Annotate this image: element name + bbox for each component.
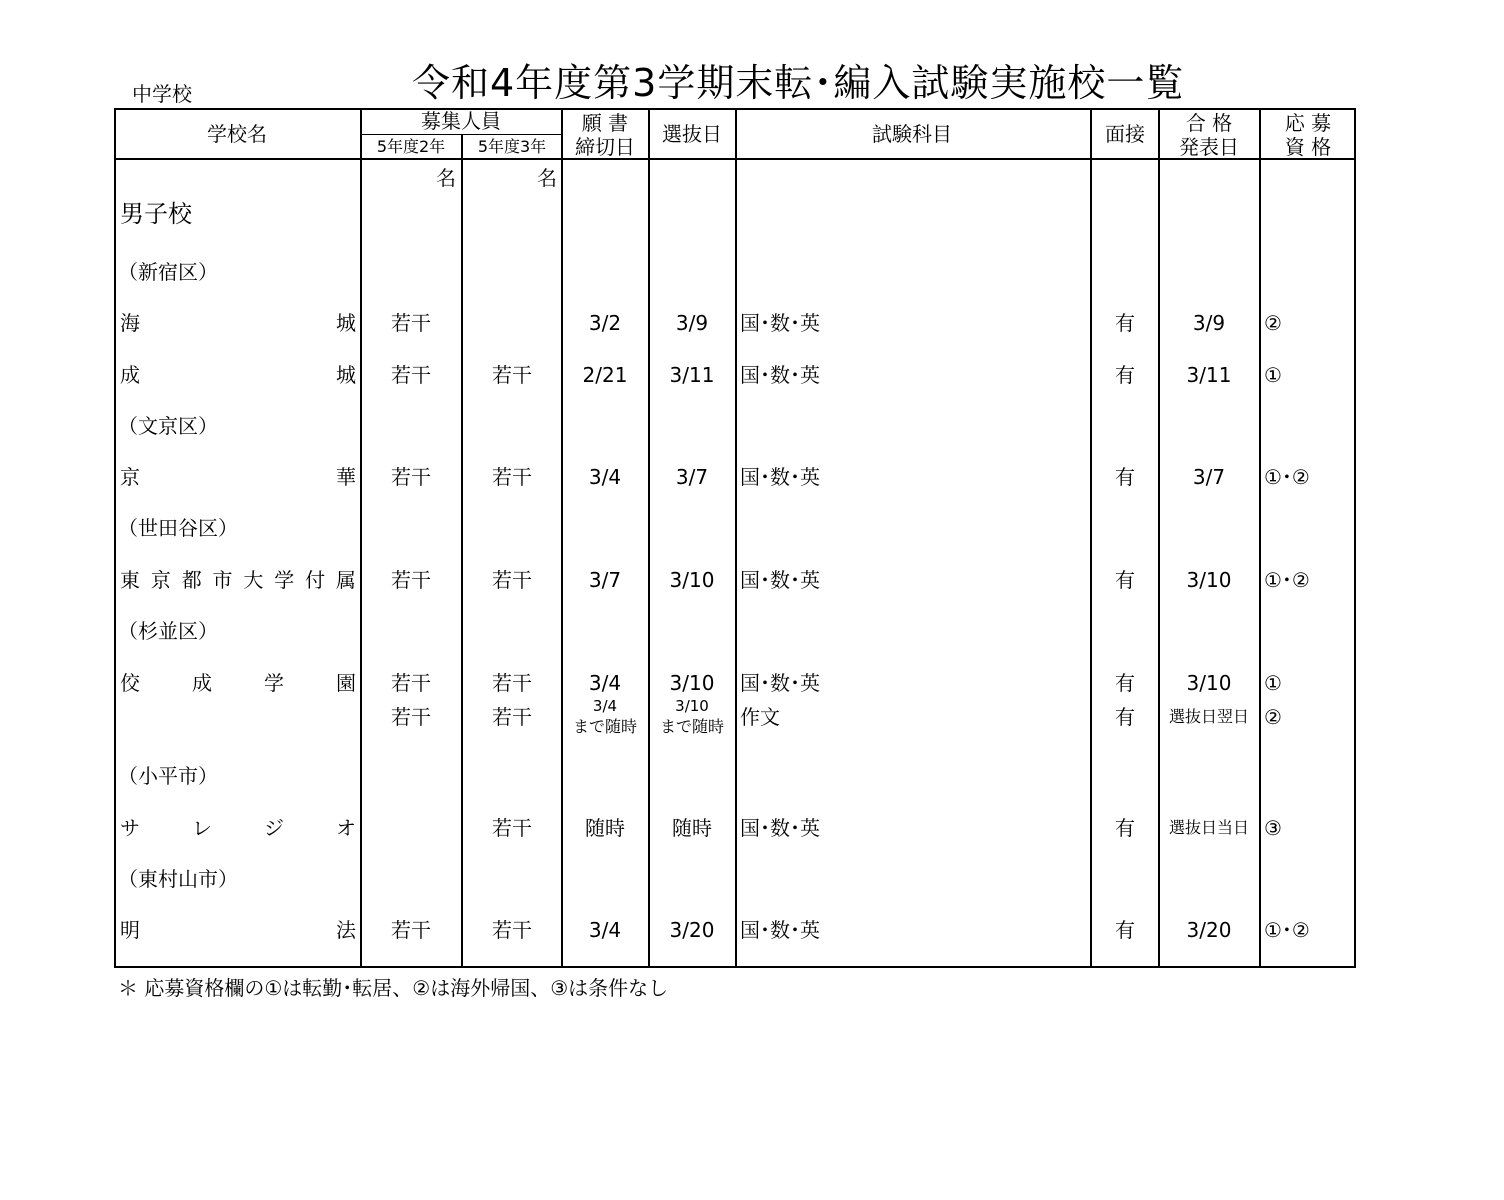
table-cell-grade2: 若干 [391, 568, 431, 592]
col-divider [1158, 108, 1160, 968]
table-cell-announce: 3/7 [1192, 465, 1226, 489]
header-subjects: 試験科目 [872, 122, 952, 146]
table-cell-deadline: 2/21 [582, 363, 628, 387]
table-cell-qualification: ① [1264, 671, 1282, 695]
table-cell-deadline: 3/4 [592, 697, 618, 715]
table-row-school-name [120, 467, 356, 487]
ward-label: （世田谷区） [118, 516, 238, 540]
unit-label: 名 [436, 166, 456, 190]
category-label: 男子校 [120, 200, 192, 228]
name-char: 園 [336, 671, 356, 695]
table-cell-selection: 3/20 [669, 918, 715, 942]
name-char: 京 [120, 465, 140, 489]
header-school: 学校名 [207, 122, 267, 146]
table-cell-subjects: 国･数･英 [740, 816, 820, 840]
table-row-school-name [120, 818, 356, 838]
name-char: 海 [120, 311, 140, 335]
table-cell-announce: 選抜日翌日 [1168, 707, 1250, 726]
name-char: 華 [336, 465, 356, 489]
name-char: 付 [305, 568, 326, 592]
table-cell-interview: 有 [1115, 918, 1135, 942]
table-cell-announce: 3/11 [1186, 363, 1232, 387]
name-char: レ [192, 816, 212, 840]
col-divider [360, 108, 362, 968]
name-char: 都 [181, 568, 202, 592]
table-cell-grade2: 若干 [391, 671, 431, 695]
table-cell-selection: 3/10 [669, 568, 715, 592]
name-char: 東 [120, 568, 140, 592]
table-cell-deadline: 随時 [585, 816, 625, 840]
header-grade2: 5年度2年 [376, 137, 446, 156]
table-cell-interview: 有 [1115, 568, 1135, 592]
header-qual-2: 資 格 [1284, 135, 1332, 159]
ward-label: （杉並区） [118, 619, 218, 643]
table-cell-subjects: 国･数･英 [740, 671, 820, 695]
col-divider [735, 108, 737, 968]
table-cell-deadline: 3/4 [588, 465, 622, 489]
name-char: 城 [336, 311, 356, 335]
header-qual-1: 応 募 [1284, 111, 1332, 135]
table-row-school-name [120, 570, 356, 590]
table-cell-grade3: 若干 [492, 918, 532, 942]
ward-label: （文京区） [118, 414, 218, 438]
name-char: 学 [264, 671, 284, 695]
header-divider [114, 158, 1356, 160]
table-cell-qualification: ③ [1264, 816, 1282, 840]
table-cell-qualification: ①･② [1264, 918, 1310, 942]
table-cell-announce: 3/10 [1186, 568, 1232, 592]
table-cell-interview: 有 [1115, 705, 1135, 729]
table-cell-selection: 3/7 [675, 465, 709, 489]
header-announce-1: 合 格 [1185, 111, 1233, 135]
table-cell-grade2: 若干 [391, 705, 431, 729]
table-cell-grade3: 若干 [492, 671, 532, 695]
header-grade3: 5年度3年 [477, 137, 547, 156]
name-char: 明 [120, 918, 140, 942]
table-cell-deadline: 3/2 [588, 311, 622, 335]
header-interview: 面接 [1105, 122, 1145, 146]
name-char: 佼 [120, 671, 140, 695]
col-divider [461, 135, 463, 968]
table-cell-deadline: 3/4 [588, 671, 622, 695]
col-divider [561, 108, 563, 968]
name-char: ジ [264, 816, 284, 840]
table-cell-qualification: ② [1264, 311, 1282, 335]
table-cell-grade3: 若干 [492, 816, 532, 840]
col-divider [648, 108, 650, 968]
table-cell-subjects: 国･数･英 [740, 568, 820, 592]
table-cell-subjects: 作文 [740, 705, 780, 729]
col-divider [1090, 108, 1092, 968]
table-cell-grade3: 若干 [492, 705, 532, 729]
subtitle: 中学校 [132, 82, 192, 106]
name-char: 成 [192, 671, 212, 695]
header-recruit: 募集人員 [421, 109, 501, 133]
name-char: サ [120, 816, 140, 840]
table-cell-grade3: 若干 [492, 568, 532, 592]
name-char: 属 [335, 568, 356, 592]
table-cell-subjects: 国･数･英 [740, 363, 820, 387]
table-row-school-name [120, 920, 356, 940]
name-char: 大 [243, 568, 264, 592]
table-cell-interview: 有 [1115, 311, 1135, 335]
name-char: 城 [336, 363, 356, 387]
table-cell-interview: 有 [1115, 816, 1135, 840]
table-cell-grade2: 若干 [391, 311, 431, 335]
table-cell-interview: 有 [1115, 465, 1135, 489]
table-row-school-name [120, 313, 356, 333]
name-char: 学 [274, 568, 295, 592]
ward-label: （新宿区） [118, 260, 218, 284]
header-selection: 選抜日 [662, 122, 722, 146]
table-cell-grade3: 若干 [492, 363, 532, 387]
table-cell-deadline: 3/4 [588, 918, 622, 942]
ward-label: （小平市） [118, 764, 218, 788]
table-cell-announce: 3/20 [1186, 918, 1232, 942]
table-cell-qualification: ① [1264, 363, 1282, 387]
name-char: 成 [120, 363, 140, 387]
name-char: 法 [336, 918, 356, 942]
header-announce-2: 発表日 [1179, 135, 1239, 159]
table-cell-qualification: ①･② [1264, 568, 1310, 592]
table-cell-selection: 3/11 [669, 363, 715, 387]
table-cell-grade2: 若干 [391, 465, 431, 489]
name-char: 京 [150, 568, 171, 592]
table-cell-selection: 3/9 [675, 311, 709, 335]
table-cell-qualification: ② [1264, 705, 1282, 729]
table-cell-deadline: 3/7 [588, 568, 622, 592]
table-cell-subjects: 国･数･英 [740, 311, 820, 335]
table-cell-interview: 有 [1115, 363, 1135, 387]
table-cell-selection: 3/10 [675, 697, 709, 715]
header-deadline-1: 願 書 [581, 111, 629, 135]
table-cell-selection: 随時 [672, 816, 712, 840]
header-deadline-2: 締切日 [575, 135, 635, 159]
recruit-divider [360, 134, 561, 135]
table-cell-selection: まで随時 [659, 717, 725, 736]
page-title: 令和4年度第3学期末転･編入試験実施校一覧 [412, 61, 1185, 105]
ward-label: （東村山市） [118, 867, 238, 891]
table-cell-qualification: ①･② [1264, 465, 1310, 489]
table-cell-announce: 3/10 [1186, 671, 1232, 695]
table-cell-subjects: 国･数･英 [740, 918, 820, 942]
table-row-school-name [120, 673, 356, 693]
table-cell-grade2: 若干 [391, 918, 431, 942]
table-cell-grade3: 若干 [492, 465, 532, 489]
col-divider [1259, 108, 1261, 968]
name-char: オ [336, 816, 356, 840]
table-cell-deadline: まで随時 [572, 717, 638, 736]
table-row-school-name [120, 365, 356, 385]
table-cell-announce: 3/9 [1192, 311, 1226, 335]
table-cell-subjects: 国･数･英 [740, 465, 820, 489]
name-char: 市 [212, 568, 233, 592]
table-cell-selection: 3/10 [669, 671, 715, 695]
table-cell-interview: 有 [1115, 671, 1135, 695]
footnote: ＊ 応募資格欄の①は転勤･転居、②は海外帰国、③は条件なし [118, 976, 669, 1000]
table-cell-grade2: 若干 [391, 363, 431, 387]
unit-label: 名 [537, 166, 557, 190]
table-cell-announce: 選抜日当日 [1168, 818, 1250, 837]
